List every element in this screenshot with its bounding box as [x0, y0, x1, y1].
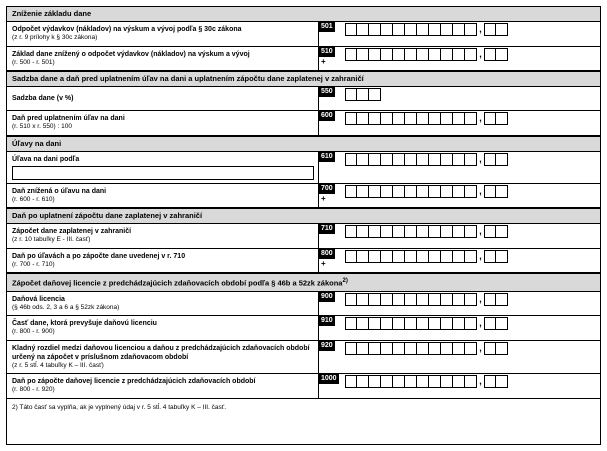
row-label-sub: (§ 46b ods. 2, 3 a 6 a § 52zk zákona) [12, 303, 120, 311]
amount-cell[interactable] [441, 250, 453, 263]
row-field-zone [319, 224, 600, 248]
section-title: Daň po uplatnení zápočtu dane zaplatenej v zahraničí [12, 211, 203, 220]
amount-cell[interactable] [381, 250, 393, 263]
amount-boxes[interactable] [345, 250, 508, 263]
row-code-tag: 710 [321, 225, 333, 232]
amount-cell[interactable] [369, 23, 381, 36]
amount-cell[interactable] [465, 185, 477, 198]
amount-cell[interactable] [369, 375, 381, 388]
amount-cell[interactable] [357, 342, 369, 355]
amount-boxes[interactable] [345, 342, 508, 355]
amount-cell[interactable] [393, 342, 405, 355]
amount-cell[interactable] [465, 342, 477, 355]
amount-cell[interactable] [429, 23, 441, 36]
amount-cell[interactable] [393, 225, 405, 238]
amount-cell[interactable] [429, 250, 441, 263]
row-label [7, 87, 319, 110]
row-field-zone [319, 152, 600, 183]
row-label-main: Časť dane, ktorá prevyšuje daňovú licenciu [12, 320, 157, 327]
decimal-comma: , [479, 153, 482, 164]
row-code-wrap [319, 249, 345, 268]
section-title-footnote-marker: 2) [342, 278, 348, 284]
row-field-zone [319, 22, 600, 46]
amount-cell[interactable] [381, 375, 393, 388]
amount-cell[interactable] [381, 112, 393, 125]
amount-cell[interactable] [369, 88, 381, 101]
amount-cell[interactable] [345, 23, 357, 36]
row-field-zone [319, 316, 600, 340]
amount-cell[interactable] [441, 153, 453, 166]
row-code-tag: 510 [321, 47, 333, 55]
amount-cell[interactable] [345, 342, 357, 355]
amount-cell[interactable] [381, 342, 393, 355]
decimal-comma: , [479, 226, 482, 236]
row-code-wrap [319, 184, 345, 203]
amount-cell[interactable] [381, 225, 393, 238]
decimal-cell[interactable] [496, 225, 508, 238]
amount-cell[interactable] [369, 48, 381, 61]
amount-cell[interactable] [357, 112, 369, 125]
amount-cell[interactable] [453, 293, 465, 306]
amount-cell[interactable] [357, 225, 369, 238]
amount-cell[interactable] [465, 153, 477, 166]
row-label-main: Daň po zápočte daňovej licencie z predchádzajúcich zdaňovacích období [12, 378, 256, 385]
amount-cell[interactable] [393, 23, 405, 36]
amount-cell[interactable] [357, 153, 369, 166]
amount-cell[interactable] [417, 225, 429, 238]
amount-cell[interactable] [381, 185, 393, 198]
amount-cell[interactable] [441, 342, 453, 355]
row-code-wrap [319, 316, 345, 326]
amount-cell[interactable] [405, 293, 417, 306]
amount-cell[interactable] [405, 112, 417, 125]
amount-cell[interactable] [417, 342, 429, 355]
row-label [7, 152, 319, 183]
row-sign: + [321, 258, 326, 268]
amount-cell[interactable] [345, 185, 357, 198]
amount-cell[interactable] [453, 250, 465, 263]
amount-cell[interactable] [345, 112, 357, 125]
amount-cell[interactable] [429, 185, 441, 198]
amount-cell[interactable] [441, 225, 453, 238]
decimal-cell[interactable] [484, 293, 496, 306]
amount-cell[interactable] [429, 225, 441, 238]
section-title: Zníženie základu dane [12, 9, 92, 18]
row-field-zone [319, 292, 600, 316]
amount-cell[interactable] [393, 375, 405, 388]
amount-cell[interactable] [465, 375, 477, 388]
amount-cell[interactable] [345, 250, 357, 263]
decimal-cell[interactable] [484, 112, 496, 125]
form-row-550 [7, 87, 600, 111]
form-row-900 [7, 292, 600, 317]
row-label-sub: (r. 510 x r. 550) : 100 [12, 123, 72, 130]
row-field-zone [319, 47, 600, 71]
form-row-510 [7, 47, 600, 72]
row-field-zone [319, 184, 600, 208]
amount-cell[interactable] [393, 317, 405, 330]
amount-cell[interactable] [369, 112, 381, 125]
decimal-cell[interactable] [496, 317, 508, 330]
section-title: Sadzba dane a daň pred uplatnením úľav na dani a uplatnením zápočtu dane zaplatenej v zahraničí [12, 74, 364, 83]
amount-cell[interactable] [465, 112, 477, 125]
amount-cell[interactable] [345, 48, 357, 61]
decimal-comma: , [479, 48, 482, 59]
row-sign: + [321, 56, 326, 66]
row-code-tag: 920 [321, 341, 333, 349]
amount-cell[interactable] [405, 48, 417, 61]
amount-cell[interactable] [381, 317, 393, 330]
row-label [7, 292, 319, 316]
amount-cell[interactable] [405, 250, 417, 263]
amount-cell[interactable] [417, 317, 429, 330]
form-row-700 [7, 184, 600, 209]
section-title: Úľavy na dani [12, 138, 62, 148]
amount-cell[interactable] [453, 185, 465, 198]
row-code-tag: 610 [321, 152, 333, 160]
amount-cell[interactable] [357, 185, 369, 198]
amount-cell[interactable] [357, 250, 369, 263]
form-row-910 [7, 316, 600, 341]
amount-cell[interactable] [417, 375, 429, 388]
amount-cell[interactable] [429, 317, 441, 330]
decimal-cell[interactable] [484, 342, 496, 355]
row-code-tag: 910 [321, 317, 333, 324]
amount-cell[interactable] [369, 225, 381, 238]
decimal-comma: , [479, 185, 482, 196]
amount-cell[interactable] [405, 153, 417, 166]
amount-cell[interactable] [357, 88, 369, 101]
row-code-wrap [319, 224, 345, 234]
amount-cell[interactable] [429, 153, 441, 166]
row-label [7, 47, 319, 71]
amount-cell[interactable] [453, 153, 465, 166]
amount-cell[interactable] [345, 225, 357, 238]
row-code-tag: 900 [321, 292, 333, 300]
section-header-ulavy [7, 136, 600, 152]
row-code-tag: 550 [321, 88, 333, 95]
relief-basis-input[interactable] [12, 166, 314, 180]
row-label-sub: (z r. 10 tabuľky E - III. časť) [12, 236, 91, 243]
decimal-comma: , [479, 113, 482, 123]
row-code-tag: 1000 [321, 375, 337, 382]
row-label-sub: (r. 500 - r. 501) [12, 58, 55, 66]
amount-cell[interactable] [417, 293, 429, 306]
amount-cell[interactable] [369, 250, 381, 263]
amount-cell[interactable] [357, 293, 369, 306]
section-header-licencia [7, 273, 600, 292]
amount-cell[interactable] [345, 375, 357, 388]
decimal-comma: , [479, 342, 482, 353]
row-label-main: Daňová licencia [12, 295, 65, 303]
row-label-sub: (z r. 9 prílohy k § 30c zákona) [12, 34, 98, 41]
row-label-sub: (z r. 5 stĺ. 4 tabuľky K – III. časť) [12, 361, 104, 369]
amount-boxes[interactable] [345, 112, 508, 125]
decimal-comma: , [479, 293, 482, 304]
amount-cell[interactable] [393, 48, 405, 61]
amount-cell[interactable] [345, 153, 357, 166]
amount-cell[interactable] [417, 48, 429, 61]
row-field-zone [319, 87, 600, 110]
section-title: Zápočet daňovej licencie z predchádzajúcich zdaňovacích období podľa § 46b a 52zk zákona [12, 278, 343, 288]
amount-cell[interactable] [417, 153, 429, 166]
row-field-zone [319, 111, 600, 135]
amount-boxes[interactable] [345, 375, 508, 388]
form-row-1000 [7, 374, 600, 399]
decimal-cell[interactable] [496, 48, 508, 61]
amount-cell[interactable] [405, 225, 417, 238]
form-row-600 [7, 111, 600, 136]
row-label-main: Základ dane znížený o odpočet výdavkov (nákladov) na výskum a vývoj [12, 50, 250, 58]
decimal-cell[interactable] [484, 225, 496, 238]
row-code-tag: 800 [321, 249, 333, 257]
amount-cell[interactable] [465, 250, 477, 263]
amount-boxes[interactable] [345, 225, 508, 238]
amount-boxes[interactable] [345, 23, 508, 36]
decimal-cell[interactable] [484, 185, 496, 198]
footnote: 2) Táto časť sa vyplňa, ak je vyplnený údaj v r. 5 stĺ. 4 tabuľky K – III. časť. [12, 403, 227, 411]
row-label-main: Daň po úľavách a po zápočte dane uvedenej v r. 710 [12, 252, 186, 260]
row-label-main: Daň znížená o úľavu na dani [12, 187, 107, 195]
section-header-zapocet [7, 208, 600, 224]
amount-cell[interactable] [369, 317, 381, 330]
decimal-comma: , [479, 24, 482, 34]
form-row-501 [7, 22, 600, 47]
decimal-cell[interactable] [484, 375, 496, 388]
row-label-main: Daň pred uplatnením úľav na dani [12, 115, 125, 122]
row-code-wrap [319, 292, 345, 302]
row-label [7, 249, 319, 273]
amount-boxes[interactable] [345, 88, 381, 101]
amount-cell[interactable] [441, 23, 453, 36]
row-label [7, 224, 319, 248]
decimal-cell[interactable] [496, 293, 508, 306]
row-code-wrap [319, 22, 345, 32]
amount-cell[interactable] [369, 185, 381, 198]
amount-boxes[interactable] [345, 48, 508, 61]
amount-cell[interactable] [381, 153, 393, 166]
row-code-wrap [319, 152, 345, 162]
row-field-zone [319, 341, 600, 374]
row-label [7, 184, 319, 208]
amount-cell[interactable] [453, 375, 465, 388]
decimal-comma: , [479, 318, 482, 328]
row-label-main: Odpočet výdavkov (nákladov) na výskum a vývoj podľa § 30c zákona [12, 26, 242, 33]
amount-boxes[interactable] [345, 153, 508, 166]
amount-cell[interactable] [465, 225, 477, 238]
amount-boxes[interactable] [345, 317, 508, 330]
form-row-920 [7, 341, 600, 375]
decimal-cell[interactable] [484, 23, 496, 36]
amount-cell[interactable] [429, 375, 441, 388]
amount-cell[interactable] [417, 23, 429, 36]
row-label [7, 341, 319, 374]
amount-cell[interactable] [357, 317, 369, 330]
row-label-sub: (r. 700 - r. 710) [12, 260, 55, 268]
decimal-cell[interactable] [484, 250, 496, 263]
amount-cell[interactable] [429, 48, 441, 61]
amount-cell[interactable] [429, 293, 441, 306]
row-code-wrap [319, 374, 345, 384]
amount-cell[interactable] [429, 112, 441, 125]
amount-cell[interactable] [453, 48, 465, 61]
row-sign: + [321, 193, 326, 203]
amount-cell[interactable] [429, 342, 441, 355]
amount-cell[interactable] [393, 153, 405, 166]
row-label [7, 316, 319, 340]
decimal-comma: , [479, 376, 482, 386]
amount-cell[interactable] [453, 23, 465, 36]
amount-cell[interactable] [345, 293, 357, 306]
row-label-main: Zápočet dane zaplatenej v zahraničí [12, 228, 132, 235]
amount-cell[interactable] [441, 48, 453, 61]
amount-boxes[interactable] [345, 185, 508, 198]
row-code-wrap [319, 111, 345, 121]
amount-cell[interactable] [393, 112, 405, 125]
decimal-cell[interactable] [484, 317, 496, 330]
row-label-main: Kladný rozdiel medzi daňovou licenciou a daňou z predchádzajúcich zdaňovacích období určený na zápočet v príslušnom zdaňovacom období [12, 344, 310, 361]
amount-cell[interactable] [417, 250, 429, 263]
amount-cell[interactable] [453, 112, 465, 125]
form-row-800 [7, 249, 600, 274]
amount-cell[interactable] [357, 48, 369, 61]
amount-cell[interactable] [405, 342, 417, 355]
row-code-wrap [319, 87, 345, 97]
amount-cell[interactable] [465, 293, 477, 306]
amount-cell[interactable] [393, 185, 405, 198]
row-label [7, 111, 319, 135]
decimal-cell[interactable] [496, 342, 508, 355]
amount-boxes[interactable] [345, 293, 508, 306]
row-code-tag: 700 [321, 184, 333, 192]
decimal-cell[interactable] [496, 153, 508, 166]
amount-cell[interactable] [345, 317, 357, 330]
amount-cell[interactable] [405, 185, 417, 198]
amount-cell[interactable] [381, 23, 393, 36]
amount-cell[interactable] [441, 185, 453, 198]
amount-cell[interactable] [405, 317, 417, 330]
row-label-main: Sadzba dane (v %) [12, 95, 74, 102]
amount-cell[interactable] [441, 375, 453, 388]
row-label-sub: (r. 800 - r. 900) [12, 328, 55, 335]
row-label [7, 22, 319, 46]
decimal-cell[interactable] [484, 48, 496, 61]
decimal-cell[interactable] [496, 375, 508, 388]
section-header-znizenie [7, 7, 600, 22]
amount-cell[interactable] [441, 112, 453, 125]
amount-cell[interactable] [345, 88, 357, 101]
amount-cell[interactable] [453, 342, 465, 355]
form-row-610 [7, 152, 600, 184]
amount-cell[interactable] [357, 23, 369, 36]
tax-form-section [6, 6, 601, 445]
amount-cell[interactable] [417, 112, 429, 125]
amount-cell[interactable] [465, 48, 477, 61]
decimal-cell[interactable] [496, 112, 508, 125]
amount-cell[interactable] [381, 48, 393, 61]
amount-cell[interactable] [441, 317, 453, 330]
amount-cell[interactable] [381, 293, 393, 306]
amount-cell[interactable] [369, 293, 381, 306]
row-code-wrap [319, 341, 345, 351]
row-field-zone [319, 249, 600, 273]
row-code-wrap [319, 47, 345, 66]
decimal-cell[interactable] [484, 153, 496, 166]
amount-cell[interactable] [393, 293, 405, 306]
section-header-sadzba [7, 71, 600, 87]
row-label-sub: (r. 600 - r. 610) [12, 195, 55, 203]
row-code-tag: 600 [321, 112, 333, 119]
amount-cell[interactable] [465, 317, 477, 330]
row-label [7, 374, 319, 398]
decimal-comma: , [479, 250, 482, 261]
amount-cell[interactable] [369, 153, 381, 166]
row-code-tag: 501 [321, 23, 333, 30]
decimal-cell[interactable] [496, 250, 508, 263]
amount-cell[interactable] [357, 375, 369, 388]
decimal-cell[interactable] [496, 23, 508, 36]
amount-cell[interactable] [405, 375, 417, 388]
amount-cell[interactable] [453, 225, 465, 238]
decimal-cell[interactable] [496, 185, 508, 198]
amount-cell[interactable] [453, 317, 465, 330]
row-label-sub: (r. 800 - r. 920) [12, 386, 55, 393]
row-label-main: Úľava na dani podľa [12, 155, 80, 163]
amount-cell[interactable] [393, 250, 405, 263]
row-field-zone [319, 374, 600, 398]
amount-cell[interactable] [417, 185, 429, 198]
form-row-710 [7, 224, 600, 249]
amount-cell[interactable] [405, 23, 417, 36]
amount-cell[interactable] [465, 23, 477, 36]
amount-cell[interactable] [441, 293, 453, 306]
amount-cell[interactable] [369, 342, 381, 355]
